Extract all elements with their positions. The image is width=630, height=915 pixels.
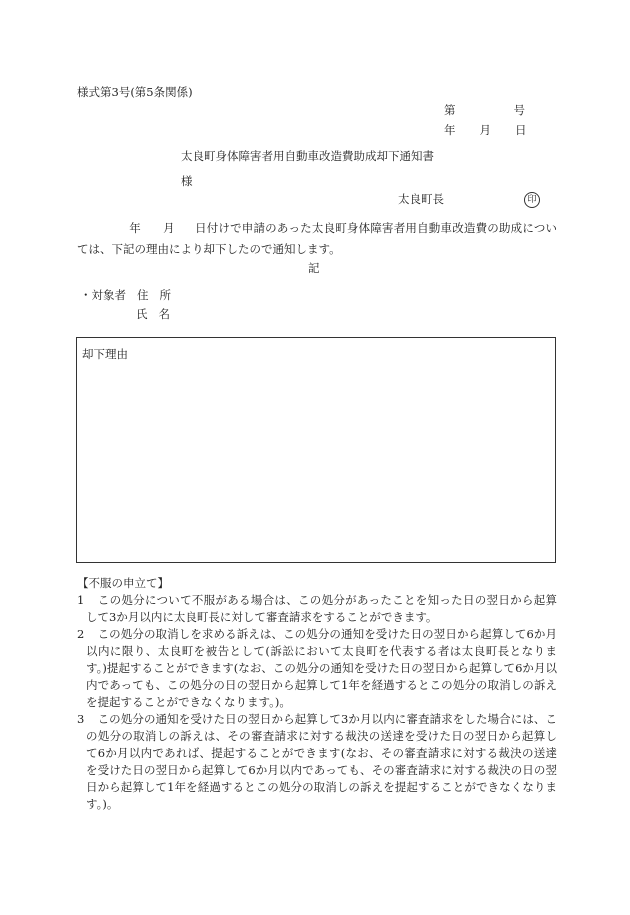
ki-heading: 記: [308, 261, 320, 275]
form-reference: 様式第3号(第5条関係): [77, 85, 193, 99]
name-label-2: 名: [158, 307, 170, 321]
appeal-item-text: この処分について不服がある場合は、この処分があったことを知った日の翌日から起算して3か月以内に太良町長に対して審査請求をすることができます。: [86, 593, 557, 624]
subject-name-row: [136, 308, 170, 321]
number-prefix: 第: [444, 103, 456, 117]
appeal-section: [77, 575, 557, 813]
address-label-2: 所: [159, 288, 171, 302]
rejection-reason-box: [76, 337, 556, 563]
appeal-item-2: [77, 626, 557, 711]
subject-label: ・対象者: [80, 288, 126, 302]
name-label-1: 氏: [136, 307, 148, 321]
issuer-name: 太良町長: [398, 192, 444, 206]
appeal-heading: 【不服の申立て】: [77, 576, 169, 590]
document-title: 太良町身体障害者用自動車改造費助成却下通知書: [181, 149, 434, 163]
appeal-item-3: [77, 711, 557, 813]
addressee-honorific: 様: [181, 174, 193, 188]
rejection-reason-label: 却下理由: [82, 347, 128, 361]
document-date: [444, 124, 527, 137]
notice-body: [77, 218, 557, 260]
subject-address-row: [80, 289, 171, 302]
appeal-item-number: 3: [77, 712, 85, 726]
appeal-item-text: この処分の通知を受けた日の翌日から起算して3か月以内に審査請求をした場合には、この処分の取消しの訴えは、その審査請求に対する裁決の送達を受けた日の翌日から起算して6か月以内であれば、提起することができます(なお、その審査請求に対する裁決の送達を受けた日の翌日から起算して6か月以内であっても、その審査請求に対する裁決の日の翌日から起算して1年を経過するとこの処分の取消しの訴えを提起することができなくなります。)。: [86, 712, 557, 811]
number-suffix: 号: [513, 103, 525, 117]
seal-mark: 印: [524, 192, 540, 208]
address-label-1: 住: [137, 288, 149, 302]
appeal-item-number: 1: [77, 593, 85, 607]
body-text: 日付けで申請のあった太良町身体障害者用自動車改造費の助成については、下記の理由により却下したので通知します。: [77, 221, 558, 256]
appeal-item-text: この処分の取消しを求める訴えは、この処分の通知を受けた日の翌日から起算して6か月以内に限り、太良町を被告として(訴訟において太良町を代表する者は太良町長となります。)提起することができます(なお、この処分の通知を受けた日の翌日から起算して6か月以内であっても、この処分の日の翌日から起算して1年を経過するとこの処分の取消しの訴えを提起することができなくなります。)。: [86, 627, 557, 709]
appeal-item-1: [77, 592, 557, 626]
date-year: 年: [444, 123, 456, 137]
body-year: 年: [129, 221, 141, 235]
date-day: 日: [515, 123, 527, 137]
document-number: [444, 104, 525, 117]
appeal-item-number: 2: [77, 627, 85, 641]
body-month: 月: [162, 221, 175, 235]
date-month: 月: [479, 123, 491, 137]
